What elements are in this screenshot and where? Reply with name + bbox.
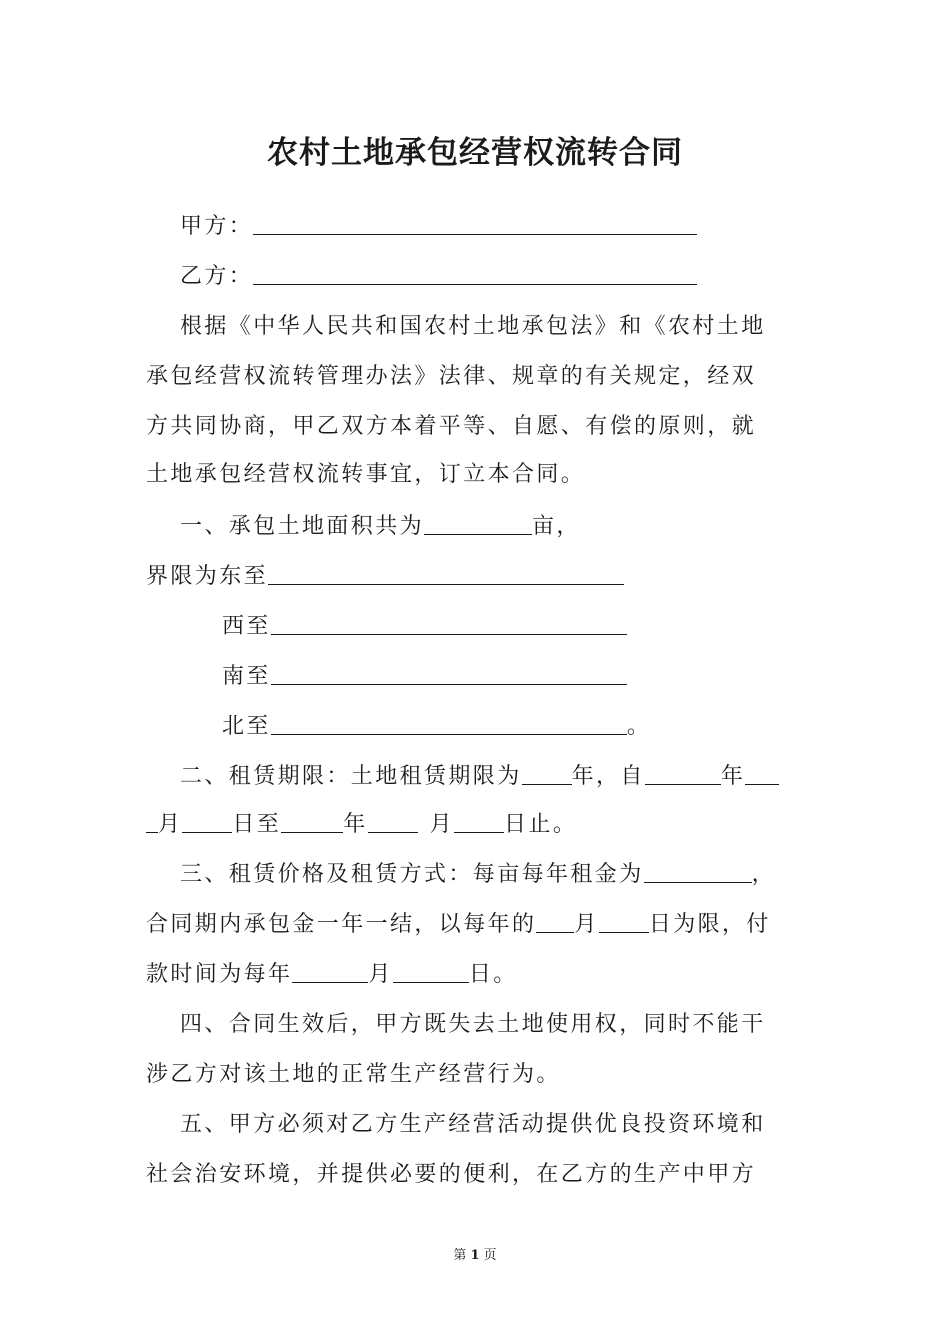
deadline-day-blank <box>599 910 649 933</box>
boundary-north-line <box>222 712 651 742</box>
boundary-south-line <box>222 662 627 692</box>
footer-suffix: 页 <box>483 1248 497 1263</box>
intro-line-2: 承包经营权流转管理办法》法律、规章的有关规定，经双 <box>146 364 757 389</box>
party-a-label: 甲方： <box>180 214 254 239</box>
clause3-price-label: 三、租赁价格及租赁方式：每亩每年租金为 <box>180 862 644 887</box>
clause4-line-1: 四、合同生效后，甲方既失去土地使用权，同时不能干 <box>180 1012 766 1037</box>
end-day-label: 日止。 <box>504 812 578 837</box>
party-b-label: 乙方： <box>180 264 254 289</box>
party-a-blank <box>253 212 697 235</box>
end-year-unit: 年 <box>343 812 368 837</box>
clause3-line-2 <box>146 910 771 940</box>
deadline-day-label: 日为限，付 <box>648 912 771 937</box>
deadline-month-unit: 月 <box>574 912 599 937</box>
area-unit: 亩， <box>532 514 581 539</box>
clause2-line-1 <box>180 762 779 792</box>
footer-prefix: 第 <box>453 1248 467 1263</box>
start-day-blank <box>182 810 232 833</box>
end-month-blank <box>368 810 418 833</box>
clause2-line-2 <box>146 810 577 840</box>
start-month-unit: 月 <box>158 812 183 837</box>
page-title: 农村土地承包经营权流转合同 <box>267 135 683 171</box>
payment-month-unit: 月 <box>368 962 393 987</box>
payment-day-blank <box>393 960 469 983</box>
rent-comma: ， <box>751 862 777 887</box>
east-blank <box>268 562 624 585</box>
page-footer <box>0 1247 950 1265</box>
party-b-blank <box>253 262 697 285</box>
intro-line-1: 根据《中华人民共和国农村土地承包法》和《农村土地 <box>180 314 766 339</box>
boundary-east-label: 界限为东至 <box>146 564 269 589</box>
boundary-north-label: 北至 <box>222 714 271 739</box>
start-month-blank-b <box>146 810 158 833</box>
clause5-line-2: 社会治安环境，并提供必要的便利，在乙方的生产中甲方 <box>146 1162 757 1187</box>
end-month-unit: 月 <box>429 812 455 837</box>
deadline-month-blank <box>536 910 574 933</box>
west-blank <box>271 612 627 635</box>
term-from-label: 年，自 <box>571 764 645 789</box>
intro-line-4: 土地承包经营权流转事宜，订立本合同。 <box>146 462 586 487</box>
rent-blank <box>644 860 752 883</box>
boundary-west-line <box>222 612 627 642</box>
term-years-blank <box>522 762 572 785</box>
north-blank <box>271 712 627 735</box>
clause3-line-1 <box>180 860 776 890</box>
boundary-south-label: 南至 <box>222 664 271 689</box>
end-day-blank <box>454 810 504 833</box>
payment-month-blank <box>292 960 368 983</box>
payment-day-label: 日。 <box>468 962 518 987</box>
intro-line-3: 方共同协商，甲乙双方本着平等、自愿、有偿的原则，就 <box>146 414 757 439</box>
clause4-line-2: 涉乙方对该土地的正常生产经营行为。 <box>146 1062 561 1087</box>
north-end-mark: 。 <box>626 714 652 739</box>
area-blank <box>424 512 532 535</box>
start-year-unit: 年 <box>720 764 746 789</box>
clause2-term-label: 二、租赁期限：土地租赁期限为 <box>180 764 522 789</box>
page-number: 1 <box>470 1248 480 1263</box>
party-b-line <box>180 262 697 292</box>
south-blank <box>271 662 627 685</box>
boundary-west-label: 西至 <box>222 614 271 639</box>
end-year-blank <box>281 810 343 833</box>
clause1-area-label: 一、承包土地面积共为 <box>180 514 425 539</box>
start-year-blank <box>645 762 721 785</box>
clause3-settle-label: 合同期内承包金一年一结，以每年的 <box>146 912 537 937</box>
party-a-line <box>180 212 697 242</box>
clause3-line-3 <box>146 960 518 990</box>
boundary-east-line <box>146 562 624 592</box>
start-day-to-label: 日至 <box>232 812 282 837</box>
clause5-line-1: 五、甲方必须对乙方生产经营活动提供优良投资环境和 <box>180 1112 766 1137</box>
start-month-blank-a <box>745 762 779 785</box>
clause1-area-line <box>180 512 581 542</box>
payment-time-label: 款时间为每年 <box>146 962 293 987</box>
